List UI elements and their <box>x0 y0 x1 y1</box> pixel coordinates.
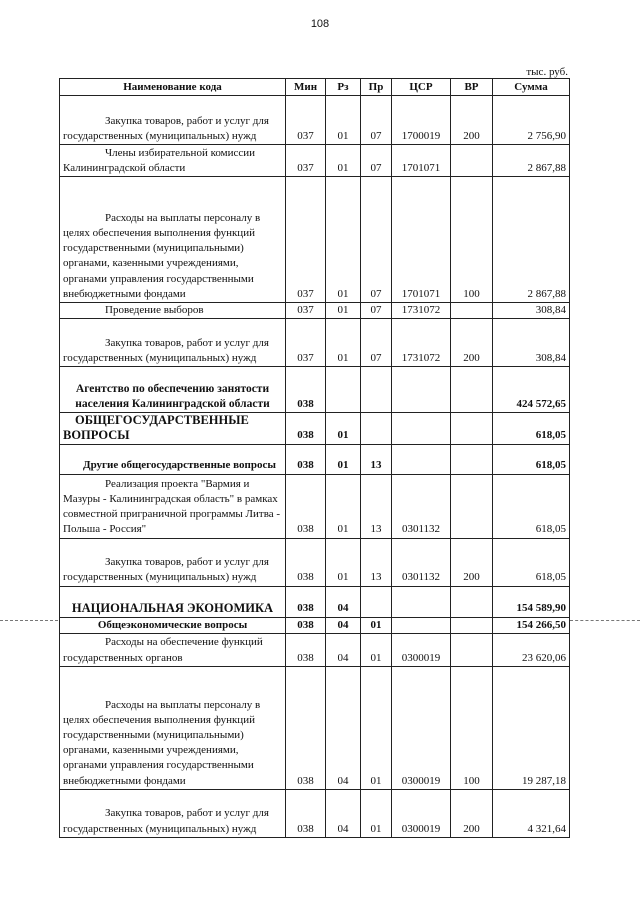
row-rz: 01 <box>326 96 361 145</box>
row-name-cell <box>60 96 286 145</box>
row-pr: 01 <box>361 633 392 666</box>
row-vr <box>451 413 493 444</box>
row-pr: 07 <box>361 96 392 145</box>
page-number: 108 <box>310 18 330 30</box>
row-pr: 07 <box>361 303 392 319</box>
row-name: Закупка товаров, работ и услуг для государственных (муниципальных) нужд <box>63 556 269 584</box>
row-name-cell <box>60 666 286 789</box>
row-csr <box>392 586 451 617</box>
row-min: 038 <box>286 633 326 666</box>
table-header-row <box>60 79 570 96</box>
row-min: 038 <box>286 444 326 474</box>
row-name: Агентство по обеспечению занятости населения Калининградской области <box>75 382 270 410</box>
row-vr <box>451 586 493 617</box>
row-csr: 0300019 <box>392 789 451 837</box>
row-rz: 01 <box>326 319 361 367</box>
header-min: Мин <box>286 79 326 96</box>
row-pr: 13 <box>361 474 392 538</box>
row-csr: 1731072 <box>392 303 451 319</box>
table-row <box>60 789 570 837</box>
row-rz: 04 <box>326 617 361 633</box>
row-pr: 01 <box>361 617 392 633</box>
row-name: Расходы на выплаты персоналу в целях обеспечения выполнения функций государственными (муниципальными) органами, казенными учреждениями, органами управления государственными внебюджетными фондами <box>63 211 261 300</box>
table-row <box>60 367 570 413</box>
row-min: 038 <box>286 586 326 617</box>
row-rz: 04 <box>326 666 361 789</box>
row-vr <box>451 145 493 177</box>
row-vr: 100 <box>451 177 493 303</box>
row-sum: 19 287,18 <box>493 666 570 789</box>
table-row <box>60 444 570 474</box>
row-csr: 0301132 <box>392 538 451 586</box>
row-name-cell <box>60 538 286 586</box>
row-csr <box>392 367 451 413</box>
row-csr <box>392 413 451 444</box>
row-min: 037 <box>286 145 326 177</box>
row-sum: 154 589,90 <box>493 586 570 617</box>
row-csr: 0301132 <box>392 474 451 538</box>
row-rz: 04 <box>326 789 361 837</box>
row-csr: 1700019 <box>392 96 451 145</box>
row-sum: 618,05 <box>493 413 570 444</box>
page-fold-line-right <box>570 620 640 621</box>
row-sum: 2 756,90 <box>493 96 570 145</box>
row-name: Расходы на выплаты персоналу в целях обеспечения выполнения функций государственными (муниципальными) органами, казенными учреждениями, органами управления государственными внебюджетными фондами <box>63 698 261 787</box>
row-name: Общеэкономические вопросы <box>97 618 248 631</box>
row-name: НАЦИОНАЛЬНАЯ ЭКОНОМИКА <box>71 601 274 616</box>
row-sum: 23 620,06 <box>493 633 570 666</box>
row-sum: 154 266,50 <box>493 617 570 633</box>
row-name: Закупка товаров, работ и услуг для государственных (муниципальных) нужд <box>63 114 269 142</box>
row-name: Другие общегосударственные вопросы <box>83 459 276 472</box>
row-sum: 618,05 <box>493 474 570 538</box>
header-rz: Рз <box>326 79 361 96</box>
row-rz <box>326 367 361 413</box>
row-pr: 13 <box>361 444 392 474</box>
row-name-cell <box>60 617 286 633</box>
table-row <box>60 177 570 303</box>
page-fold-line-left <box>0 620 58 621</box>
row-min: 038 <box>286 789 326 837</box>
row-min: 038 <box>286 666 326 789</box>
table-row <box>60 96 570 145</box>
header-csr: ЦСР <box>392 79 451 96</box>
row-min: 038 <box>286 474 326 538</box>
row-min: 037 <box>286 177 326 303</box>
row-name-cell <box>60 177 286 303</box>
header-vr: ВР <box>451 79 493 96</box>
row-sum: 308,84 <box>493 319 570 367</box>
row-vr <box>451 367 493 413</box>
row-pr: 01 <box>361 666 392 789</box>
row-name-cell <box>60 303 286 319</box>
table-row <box>60 633 570 666</box>
row-name-cell <box>60 145 286 177</box>
header-pr: Пр <box>361 79 392 96</box>
row-rz: 01 <box>326 145 361 177</box>
row-vr: 100 <box>451 666 493 789</box>
table-row <box>60 303 570 319</box>
table-row <box>60 666 570 789</box>
row-min: 037 <box>286 96 326 145</box>
units-label: тыс. руб. <box>526 66 568 78</box>
table-row <box>60 145 570 177</box>
row-csr: 1701071 <box>392 145 451 177</box>
row-min: 038 <box>286 367 326 413</box>
row-vr <box>451 474 493 538</box>
row-sum: 4 321,64 <box>493 789 570 837</box>
row-rz: 04 <box>326 586 361 617</box>
row-pr: 07 <box>361 177 392 303</box>
row-rz: 01 <box>326 413 361 444</box>
row-rz: 04 <box>326 633 361 666</box>
row-name: Реализация проекта "Вармия и Мазуры - Калининградская область" в рамках совместной приграничной программы Литва - Польша - Россия" <box>63 477 281 536</box>
row-min: 038 <box>286 617 326 633</box>
row-rz: 01 <box>326 538 361 586</box>
row-pr <box>361 367 392 413</box>
row-vr: 200 <box>451 319 493 367</box>
row-sum: 618,05 <box>493 538 570 586</box>
row-pr <box>361 586 392 617</box>
row-vr <box>451 444 493 474</box>
table-row <box>60 413 570 444</box>
row-csr: 0300019 <box>392 666 451 789</box>
row-sum: 2 867,88 <box>493 177 570 303</box>
table-row <box>60 586 570 617</box>
row-csr <box>392 444 451 474</box>
row-pr: 13 <box>361 538 392 586</box>
row-pr: 07 <box>361 145 392 177</box>
row-vr <box>451 633 493 666</box>
row-min: 038 <box>286 413 326 444</box>
row-name: Расходы на обеспечение функций государственных органов <box>63 636 263 664</box>
header-sum: Сумма <box>493 79 570 96</box>
row-sum: 2 867,88 <box>493 145 570 177</box>
row-min: 037 <box>286 303 326 319</box>
table-row <box>60 617 570 633</box>
row-min: 037 <box>286 319 326 367</box>
row-name: ОБЩЕГОСУДАРСТВЕННЫЕ ВОПРОСЫ <box>63 413 249 443</box>
row-name-cell <box>60 633 286 666</box>
row-name-cell <box>60 413 286 444</box>
row-vr: 200 <box>451 538 493 586</box>
row-csr: 1701071 <box>392 177 451 303</box>
row-sum: 424 572,65 <box>493 367 570 413</box>
row-vr: 200 <box>451 96 493 145</box>
row-vr <box>451 617 493 633</box>
row-csr <box>392 617 451 633</box>
table-row <box>60 474 570 538</box>
budget-table <box>59 78 570 838</box>
row-name-cell <box>60 367 286 413</box>
row-name-cell <box>60 319 286 367</box>
row-pr: 01 <box>361 789 392 837</box>
row-rz: 01 <box>326 474 361 538</box>
row-csr: 0300019 <box>392 633 451 666</box>
row-name: Проведение выборов <box>105 304 204 316</box>
row-name-cell <box>60 474 286 538</box>
row-rz: 01 <box>326 303 361 319</box>
row-name: Закупка товаров, работ и услуг для государственных (муниципальных) нужд <box>63 807 269 835</box>
row-rz: 01 <box>326 444 361 474</box>
row-pr <box>361 413 392 444</box>
row-name-cell <box>60 444 286 474</box>
row-name-cell <box>60 586 286 617</box>
row-csr: 1731072 <box>392 319 451 367</box>
table-row <box>60 538 570 586</box>
row-sum: 308,84 <box>493 303 570 319</box>
row-vr: 200 <box>451 789 493 837</box>
header-name: Наименование кода <box>60 79 286 96</box>
table-row <box>60 319 570 367</box>
row-vr <box>451 303 493 319</box>
row-sum: 618,05 <box>493 444 570 474</box>
row-name: Члены избирательной комиссии Калининградской области <box>63 146 256 174</box>
row-name-cell <box>60 789 286 837</box>
row-rz: 01 <box>326 177 361 303</box>
row-pr: 07 <box>361 319 392 367</box>
row-min: 038 <box>286 538 326 586</box>
row-name: Закупка товаров, работ и услуг для государственных (муниципальных) нужд <box>63 336 269 364</box>
